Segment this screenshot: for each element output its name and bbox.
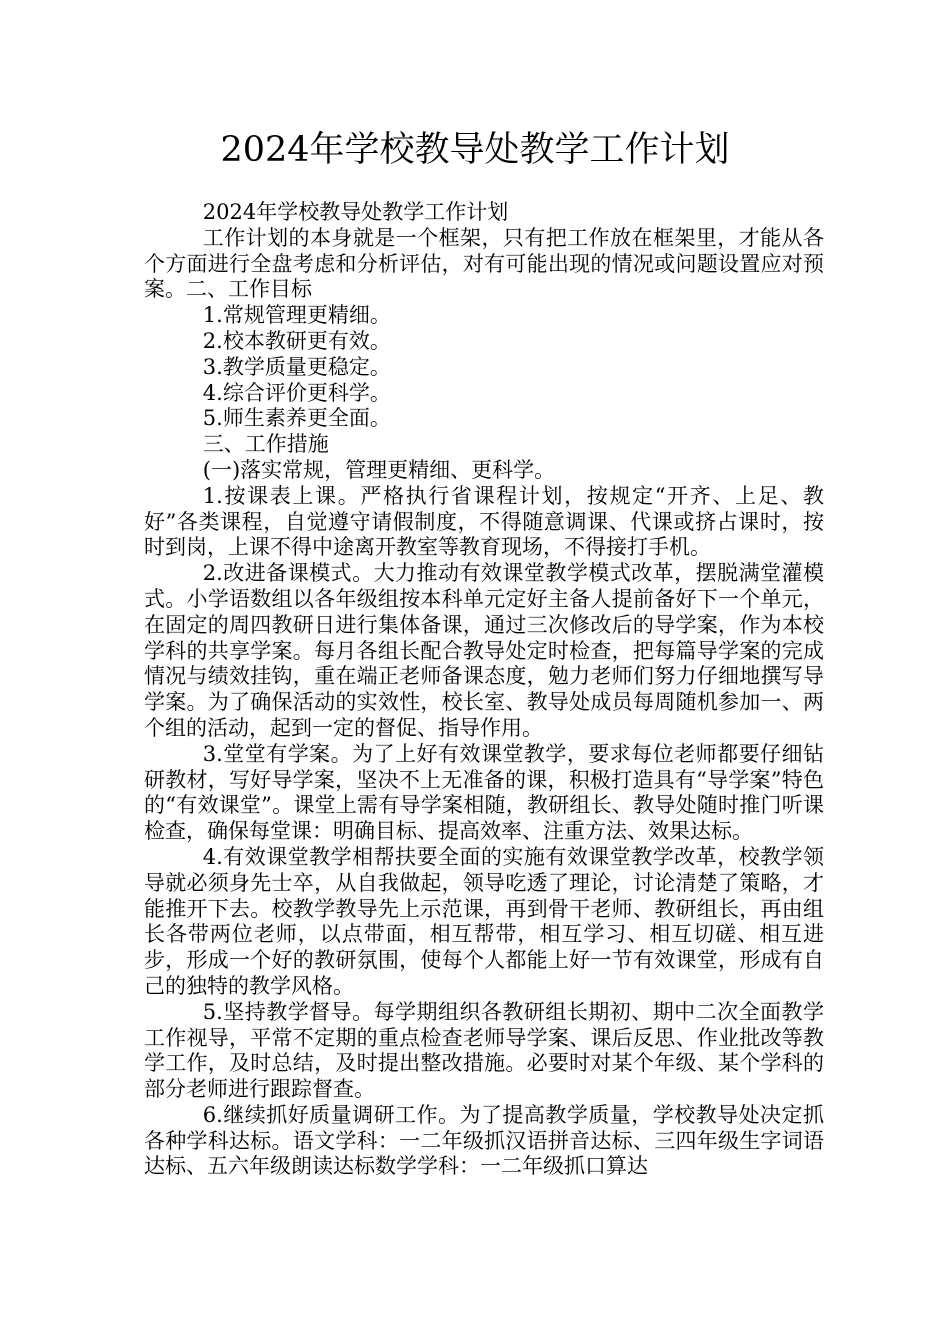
paragraph: 2.校本教研更有效。 — [202, 328, 391, 353]
paragraph: 1.常规管理更精细。 — [202, 303, 391, 328]
document-body — [144, 200, 824, 1180]
document-title: 2024年学校教导处教学工作计划 — [220, 130, 730, 170]
paragraph: 6.继续抓好质量调研工作。为了提高教学质量，学校教导处决定抓各种学科达标。语文学科：一二年级抓汉语拼音达标、三四年级生字词语达标、五六年级朗读达标数学学科：一二年级抓口算达 — [144, 1102, 824, 1179]
paragraph: 5.坚持教学督导。每学期组织各教研组长期初、期中二次全面教学工作视导，平常不定期的重点检查老师导学案、课后反思、作业批改等教学工作，及时总结，及时提出整改措施。必要时对某个年级、某个学科的部分老师进行跟踪督查。 — [144, 999, 824, 1102]
subsection-heading: (一)落实常规，管理更精细、更科学。 — [202, 457, 556, 482]
paragraph: 3.教学质量更稳定。 — [202, 354, 391, 379]
paragraph: 4.有效课堂教学相帮扶要全面的实施有效课堂教学改革，校教学领导就必须身先士卒，从自我做起，领导吃透了理论，讨论清楚了策略，才能推开下去。校教学教导先上示范课，再到骨干老师、教研组长，再由组长各带两位老师，以点带面，相互帮带，相互学习、相互切磋、相互进步，形成一个好的教研氛围，使每个人都能上好一节有效课堂，形成有自己的独特的教学风格。 — [144, 844, 824, 998]
paragraph: 3.堂堂有学案。为了上好有效课堂教学，要求每位老师都要仔细钻研教材，写好导学案，坚决不上无准备的课，积极打造具有“导学案”特色的“有效课堂”。课堂上需有导学案相随，教研组长、教导处随时推门听课检查，确保每堂课：明确目标、提高效率、注重方法、效果达标。 — [144, 741, 824, 844]
paragraph: 工作计划的本身就是一个框架，只有把工作放在框架里，才能从各个方面进行全盘考虑和分析评估，对有可能出现的情况或问题设置应对预案。二、工作目标 — [144, 225, 824, 302]
paragraph: 2024年学校教导处教学工作计划 — [202, 200, 509, 224]
paragraph: 2.改进备课模式。大力推动有效课堂教学模式改革，摆脱满堂灌模式。小学语数组以各年级组按本科单元定好主备人提前备好下一个单元，在固定的周四教研日进行集体备课，通过三次修改后的导学案，作为本校学科的共享学案。每月各组长配合教导处定时检查，把每篇导学案的完成情况与绩效挂钩，重在端正老师备课态度，勉力老师们努力仔细地撰写导学案。为了确保活动的实效性，校长室、教导处成员每周随机参加一、两个组的活动，起到一定的督促、指导作用。 — [144, 561, 824, 740]
paragraph: 1.按课表上课。严格执行省课程计划，按规定“开齐、上足、教好”各类课程，自觉遵守请假制度，不得随意调课、代课或挤占课时，按时到岗，上课不得中途离开教室等教育现场，不得接打手机。 — [144, 483, 824, 560]
paragraph: 4.综合评价更科学。 — [202, 380, 391, 405]
section-heading: 三、工作措施 — [202, 432, 329, 457]
paragraph: 5.师生素养更全面。 — [202, 406, 391, 431]
